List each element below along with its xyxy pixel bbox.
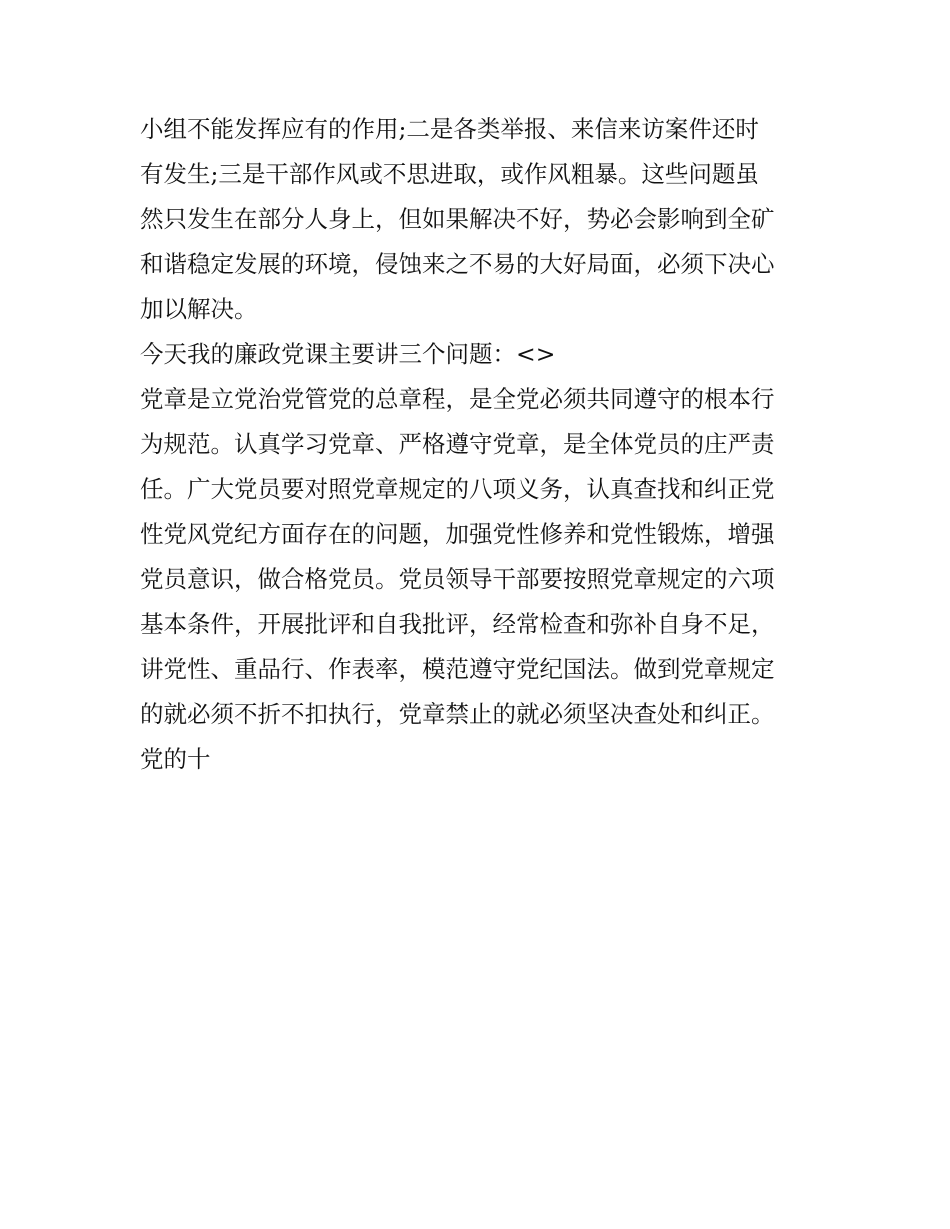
text-line: 有发生;三是干部作风或不思进取，或作风粗暴。这些问题虽 xyxy=(140,160,759,188)
text-line: 任。广大党员要对照党章规定的八项义务，认真查找和纠正党 xyxy=(140,475,775,503)
text-line: 基本条件，开展批评和自我批评，经常检查和弥补自身不足， xyxy=(140,610,775,638)
text-line: 和谐稳定发展的环境，侵蚀来之不易的大好局面，必须下决心 xyxy=(140,250,775,278)
text-line: 党员意识，做合格党员。党员领导干部要按照党章规定的六项 xyxy=(140,565,775,593)
text-line: 性党风党纪方面存在的问题，加强党性修养和党性锻炼，增强 xyxy=(140,520,775,548)
text-line: 今天我的廉政党课主要讲三个问题：<> xyxy=(140,340,556,368)
text-line: 讲党性、重品行、作表率，模范遵守党纪国法。做到党章规定 xyxy=(140,655,775,683)
text-line: 党章是立党治党管党的总章程，是全党必须共同遵守的根本行 xyxy=(140,385,775,413)
document-body xyxy=(140,107,816,782)
text-line: 然只发生在部分人身上，但如果解决不好，势必会影响到全矿 xyxy=(140,205,775,233)
text-line: 小组不能发挥应有的作用;二是各类举报、来信来访案件还时 xyxy=(140,115,759,143)
text-line: 加以解决。 xyxy=(140,295,258,323)
text-line: 为规范。认真学习党章、严格遵守党章，是全体党员的庄严责 xyxy=(140,430,775,458)
text-line: 党的十 xyxy=(140,745,211,773)
text-line: 的就必须不折不扣执行，党章禁止的就必须坚决查处和纠正。 xyxy=(140,700,775,728)
